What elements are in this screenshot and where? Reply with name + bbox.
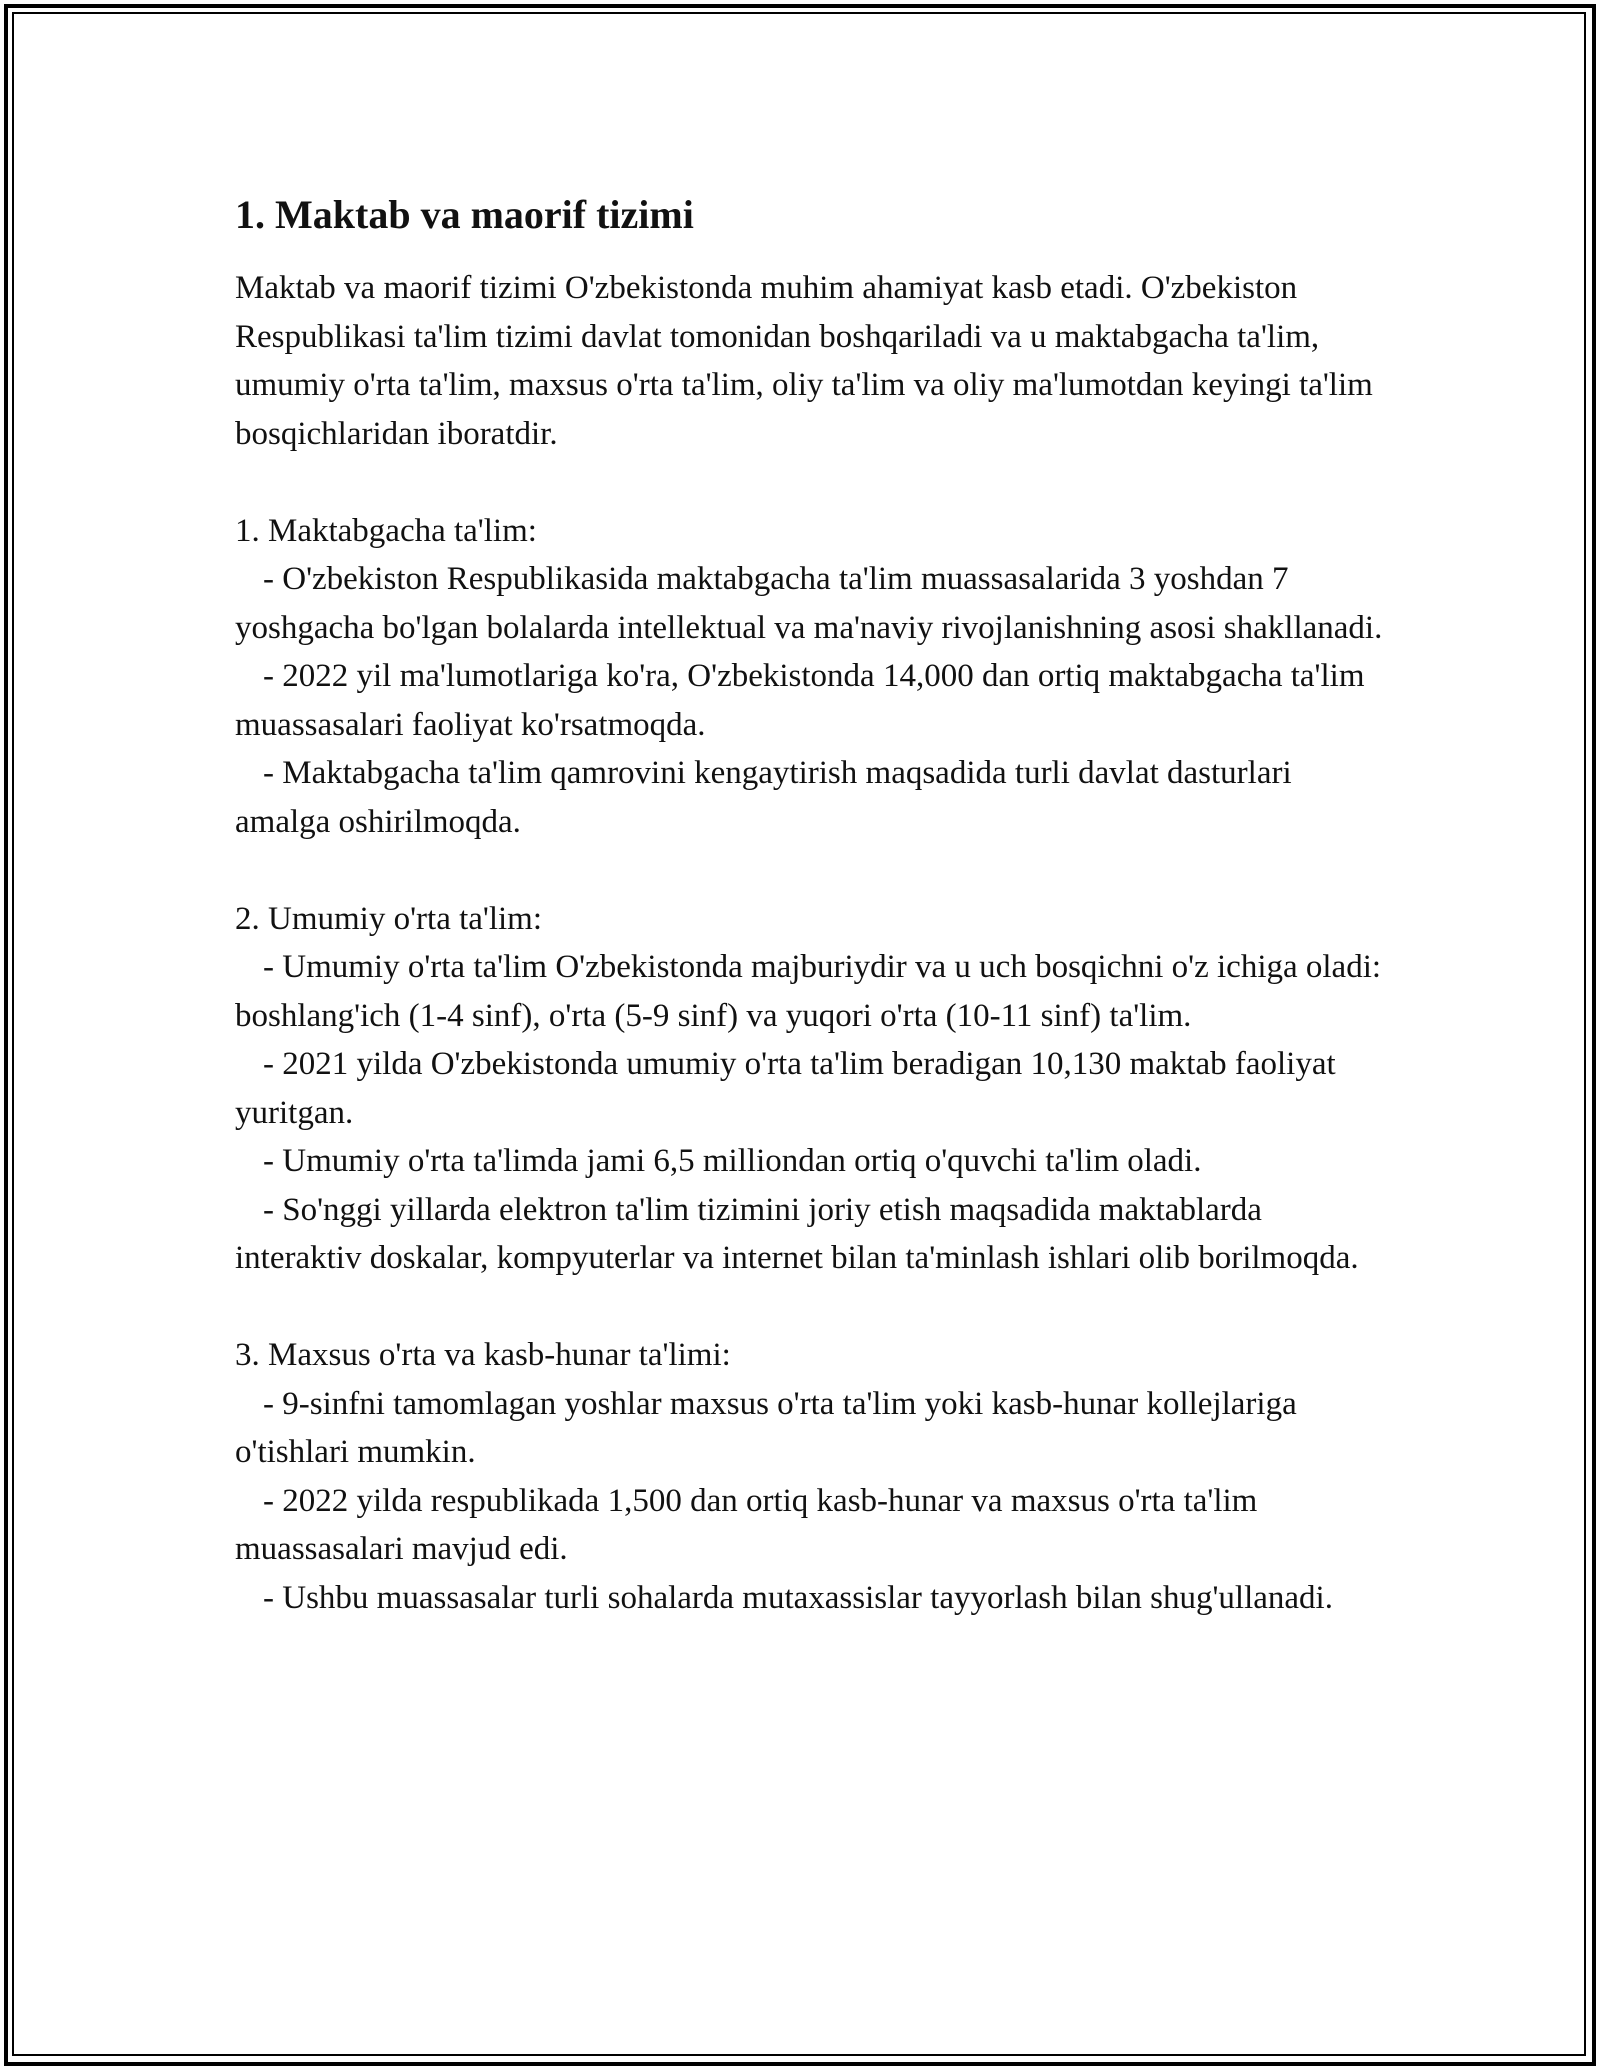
section-general-secondary bbox=[235, 895, 1385, 1283]
list-item: - 9-sinfni tamomlagan yoshlar maxsus o'rta ta'lim yoki kasb-hunar kollejlariga o'tishlari mumkin. bbox=[235, 1385, 1297, 1470]
list-item: - Umumiy o'rta ta'limda jami 6,5 milliondan ortiq o'quvchi ta'lim oladi. bbox=[263, 1143, 1202, 1179]
section-heading: 3. Maxsus o'rta va kasb-hunar ta'limi: bbox=[235, 1337, 731, 1373]
list-item: - Maktabgacha ta'lim qamrovini kengaytirish maqsadida turli davlat dasturlari amalga oshirilmoqda. bbox=[235, 755, 1292, 840]
list-item: - 2021 yilda O'zbekistonda umumiy o'rta ta'lim beradigan 10,130 maktab faoliyat yuritgan. bbox=[235, 1046, 1336, 1131]
list-item: - Umumiy o'rta ta'lim O'zbekistonda majburiydir va u uch bosqichni o'z ichiga oladi: boshlang'ich (1-4 sinf), o'rta (5-9 sinf) va yuqori o'rta (10-11 sinf) ta'lim. bbox=[235, 949, 1382, 1034]
section-vocational bbox=[235, 1331, 1385, 1622]
list-item: - So'nggi yillarda elektron ta'lim tizimini joriy etish maqsadida maktablarda interaktiv doskalar, kompyuterlar va internet bilan ta'minlash ishlari olib borilmoqda. bbox=[235, 1191, 1359, 1276]
section-preschool bbox=[235, 507, 1385, 847]
document-body bbox=[235, 190, 1385, 1622]
list-item: - 2022 yilda respublikada 1,500 dan ortiq kasb-hunar va maxsus o'rta ta'lim muassasalari mavjud edi. bbox=[235, 1482, 1258, 1567]
section-heading: 1. Maktabgacha ta'lim: bbox=[235, 512, 537, 549]
section-heading: 2. Umumiy o'rta ta'lim: bbox=[235, 900, 543, 937]
intro-paragraph: Maktab va maorif tizimi O'zbekistonda muhim ahamiyat kasb etadi. O'zbekiston Respublikasi ta'lim tizimi davlat tomonidan boshqariladi va u maktabgacha ta'lim, umumiy o'rta ta'lim, maxsus o'rta ta'lim, oliy ta'lim va oliy ma'lumotdan keyingi ta'lim bosqichlaridan iboratdir. bbox=[235, 270, 1373, 452]
page-title: 1. Maktab va maorif tizimi bbox=[235, 192, 694, 237]
list-item: - Ushbu muassasalar turli sohalarda mutaxassislar tayyorlash bilan shug'ullanadi. bbox=[263, 1579, 1333, 1616]
list-item: - 2022 yil ma'lumotlariga ko'ra, O'zbekistonda 14,000 dan ortiq maktabgacha ta'lim muassasalari faoliyat ko'rsatmoqda. bbox=[235, 658, 1365, 743]
list-item: - O'zbekiston Respublikasida maktabgacha ta'lim muassasalarida 3 yoshdan 7 yoshgacha bo'lgan bolalarda intellektual va ma'naviy rivojlanishning asosi shakllanadi. bbox=[235, 561, 1383, 646]
